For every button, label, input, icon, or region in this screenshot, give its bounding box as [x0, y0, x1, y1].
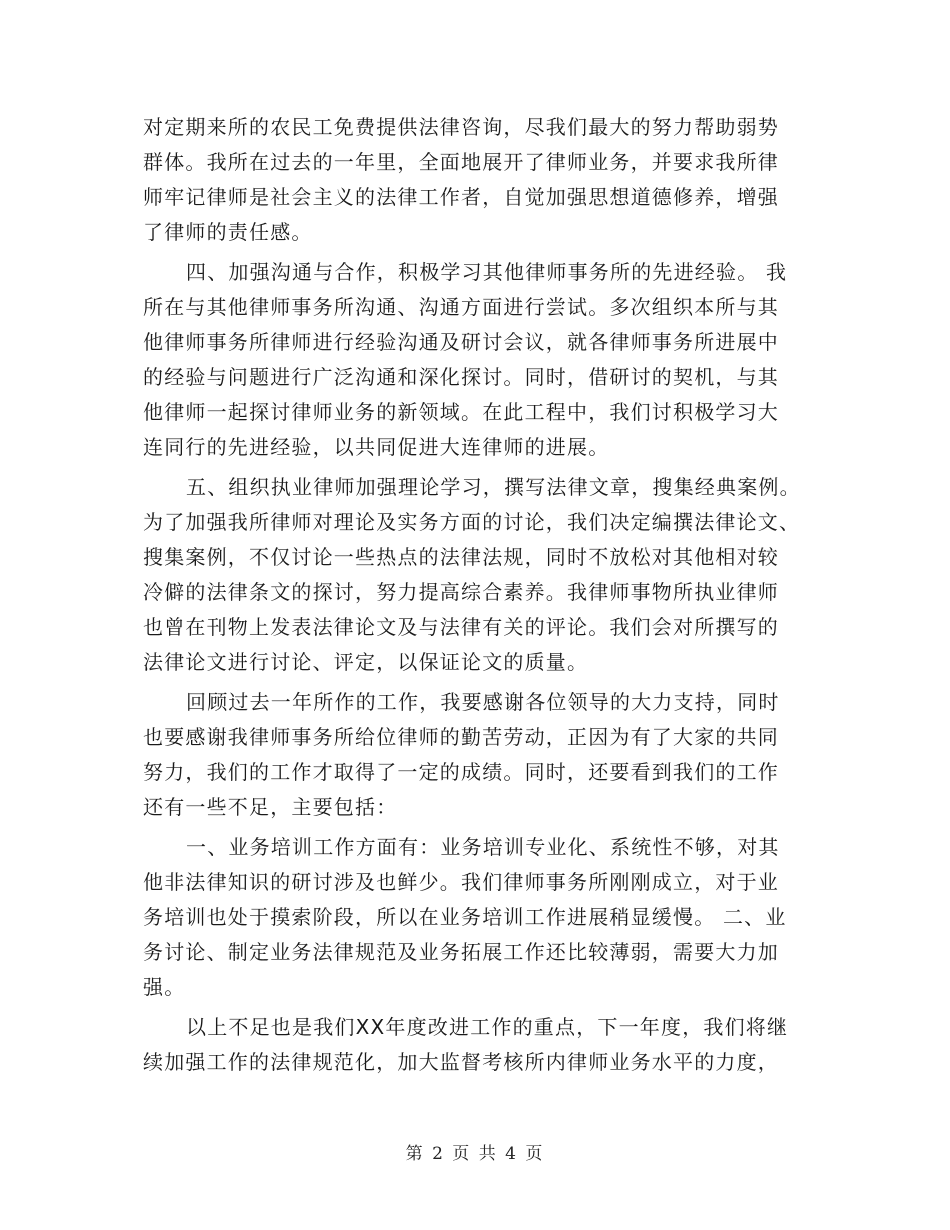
text-line: 他非法律知识的研讨涉及也鲜少。我们律师事务所刚刚成立，对于业: [143, 870, 779, 894]
paragraph-start: 四、加强沟通与合作，积极学习其他律师事务所的先进经验。 我: [186, 260, 788, 284]
text-line: 了律师的责任感。: [143, 220, 313, 244]
paragraph-start: 回顾过去一年所作的工作，我要感谢各位领导的大力支持，同时: [186, 690, 780, 714]
text-line: 搜集案例，不仅讨论一些热点的法律法规，同时不放松对其他相对较: [143, 545, 779, 569]
text-line: 的经验与问题进行广泛沟通和深化探讨。同时，借研讨的契机，与其: [143, 365, 779, 389]
text-line: 为了加强我所律师对理论及实务方面的讨论，我们决定编撰法律论文、: [143, 510, 801, 534]
text-line: 所在与其他律师事务所沟通、沟通方面进行尝试。多次组织本所与其: [143, 295, 779, 319]
text-line: 群体。我所在过去的一年里，全面地展开了律师业务，并要求我所律: [143, 150, 779, 174]
text-line: 师牢记律师是社会主义的法律工作者，自觉加强思想道德修养，增强: [143, 185, 779, 209]
text-line: 务讨论、制定业务法律规范及业务拓展工作还比较薄弱，需要大力加: [143, 940, 779, 964]
text-line: 连同行的先进经验，以共同促进大连律师的进展。: [143, 435, 610, 459]
text-line: 也要感谢我律师事务所给位律师的勤苦劳动，正因为有了大家的共同: [143, 725, 779, 749]
page-number: 第 2 页 共 4 页: [405, 1144, 545, 1164]
text-line: 续加强工作的法律规范化，加大监督考核所内律师业务水平的力度，: [143, 1050, 779, 1074]
text-line: 法律论文进行讨论、评定，以保证论文的质量。: [143, 650, 589, 674]
text-line: 务培训也处于摸索阶段，所以在业务培训工作进展稍显缓慢。 二、业: [143, 905, 787, 929]
text-line: 也曾在刊物上发表法律论文及与法律有关的评论。我们会对所撰写的: [143, 615, 779, 639]
text-line: 冷僻的法律条文的探讨，努力提高综合素养。我律师事物所执业律师: [143, 580, 779, 604]
text-line: 还有一些不足，主要包括：: [143, 795, 398, 819]
text-line: 强。: [143, 975, 186, 999]
paragraph-start: 五、组织执业律师加强理论学习，撰写法律文章，搜集经典案例。: [186, 475, 801, 499]
paragraph-start: 以上不足也是我们XX年度改进工作的重点，下一年度，我们将继: [186, 1015, 789, 1039]
text-line: 他律师一起探讨律师业务的新领域。在此工程中，我们讨积极学习大: [143, 400, 779, 424]
text-line: 努力，我们的工作才取得了一定的成绩。同时，还要看到我们的工作: [143, 760, 779, 784]
text-line: 他律师事务所律师进行经验沟通及研讨会议，就各律师事务所进展中: [143, 330, 779, 354]
text-line: 对定期来所的农民工免费提供法律咨询，尽我们最大的努力帮助弱势: [143, 115, 779, 139]
paragraph-start: 一、业务培训工作方面有：业务培训专业化、系统性不够，对其: [186, 835, 780, 859]
